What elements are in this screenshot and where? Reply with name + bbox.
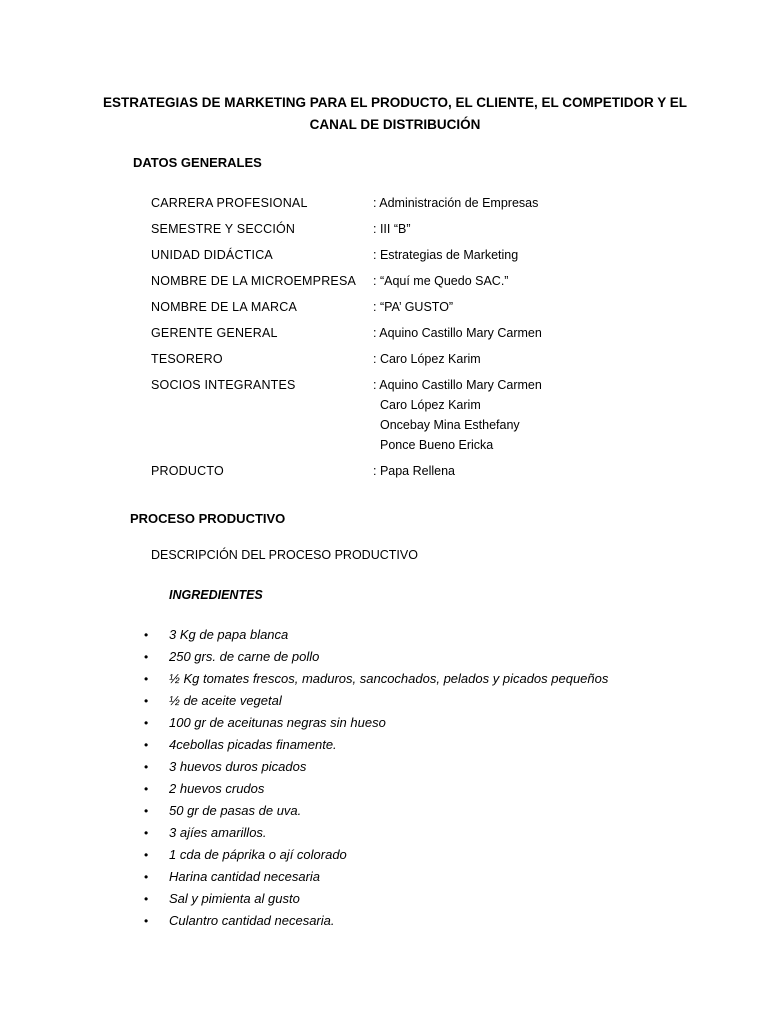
- label-semestre: SEMESTRE Y SECCIÓN: [151, 222, 296, 236]
- title-line-1: ESTRATEGIAS DE MARKETING PARA EL PRODUCTO, EL CLIENTE, EL COMPETIDOR Y EL: [102, 95, 688, 110]
- bullet-icon: •: [144, 782, 149, 796]
- bullet-icon: •: [144, 694, 149, 708]
- value-unidad: : Estrategias de Marketing: [373, 248, 519, 262]
- label-socios: SOCIOS INTEGRANTES: [151, 378, 296, 392]
- ingredient-text: 1 cda de páprika o ají colorado: [169, 847, 347, 862]
- bullet-icon: •: [144, 628, 149, 642]
- process-description-heading: DESCRIPCIÓN DEL PROCESO PRODUCTIVO: [151, 548, 418, 562]
- bullet-icon: •: [144, 716, 149, 730]
- label-producto: PRODUCTO: [151, 464, 224, 478]
- label-marca: NOMBRE DE LA MARCA: [151, 300, 297, 314]
- bullet-icon: •: [144, 760, 149, 774]
- value-gerente: : Aquino Castillo Mary Carmen: [373, 326, 542, 340]
- bullet-icon: •: [144, 826, 149, 840]
- ingredient-text: Culantro cantidad necesaria.: [169, 913, 335, 928]
- ingredient-text: 3 huevos duros picados: [169, 759, 307, 774]
- label-microempresa: NOMBRE DE LA MICROEMPRESA: [151, 274, 357, 288]
- bullet-icon: •: [144, 804, 149, 818]
- process-heading: PROCESO PRODUCTIVO: [130, 511, 286, 526]
- general-data-heading: DATOS GENERALES: [133, 155, 262, 170]
- socio-3: Oncebay Mina Esthefany: [380, 418, 520, 432]
- ingredient-text: 3 ajíes amarillos.: [169, 825, 267, 840]
- value-tesorero: : Caro López Karim: [373, 352, 481, 366]
- socio-4: Ponce Bueno Ericka: [380, 438, 494, 452]
- ingredient-text: 2 huevos crudos: [169, 781, 265, 796]
- value-microempresa: : “Aquí me Quedo SAC.”: [373, 274, 509, 288]
- ingredient-text: 50 gr de pasas de uva.: [169, 803, 302, 818]
- ingredient-text: 100 gr de aceitunas negras sin hueso: [169, 715, 386, 730]
- ingredient-text: ½ Kg tomates frescos, maduros, sancochados, pelados y picados pequeños: [169, 671, 609, 686]
- value-producto: : Papa Rellena: [373, 464, 456, 478]
- label-unidad: UNIDAD DIDÁCTICA: [151, 248, 273, 262]
- ingredient-text: 3 Kg de papa blanca: [169, 627, 289, 642]
- socio-2: Caro López Karim: [380, 398, 481, 412]
- ingredient-text: 250 grs. de carne de pollo: [169, 649, 320, 664]
- bullet-icon: •: [144, 914, 149, 928]
- ingredients-heading: INGREDIENTES: [169, 588, 263, 602]
- ingredient-text: 4cebollas picadas finamente.: [169, 737, 337, 752]
- ingredient-text: Sal y pimienta al gusto: [169, 891, 300, 906]
- bullet-icon: •: [144, 870, 149, 884]
- label-gerente: GERENTE GENERAL: [151, 326, 278, 340]
- ingredient-text: ½ de aceite vegetal: [169, 693, 282, 708]
- bullet-icon: •: [144, 738, 149, 752]
- value-socios: : Aquino Castillo Mary Carmen: [373, 378, 542, 392]
- label-tesorero: TESORERO: [151, 352, 223, 366]
- value-carrera: : Administración de Empresas: [373, 196, 539, 210]
- bullet-icon: •: [144, 848, 149, 862]
- ingredient-text: Harina cantidad necesaria: [169, 869, 321, 884]
- title-line-2: CANAL DE DISTRIBUCIÓN: [309, 117, 481, 132]
- value-semestre: : III “B”: [373, 222, 411, 236]
- value-marca: : “PA’ GUSTO”: [373, 300, 454, 314]
- bullet-icon: •: [144, 650, 149, 664]
- bullet-icon: •: [144, 672, 149, 686]
- bullet-icon: •: [144, 892, 149, 906]
- label-carrera: CARRERA PROFESIONAL: [151, 196, 308, 210]
- document-title: [100, 92, 690, 136]
